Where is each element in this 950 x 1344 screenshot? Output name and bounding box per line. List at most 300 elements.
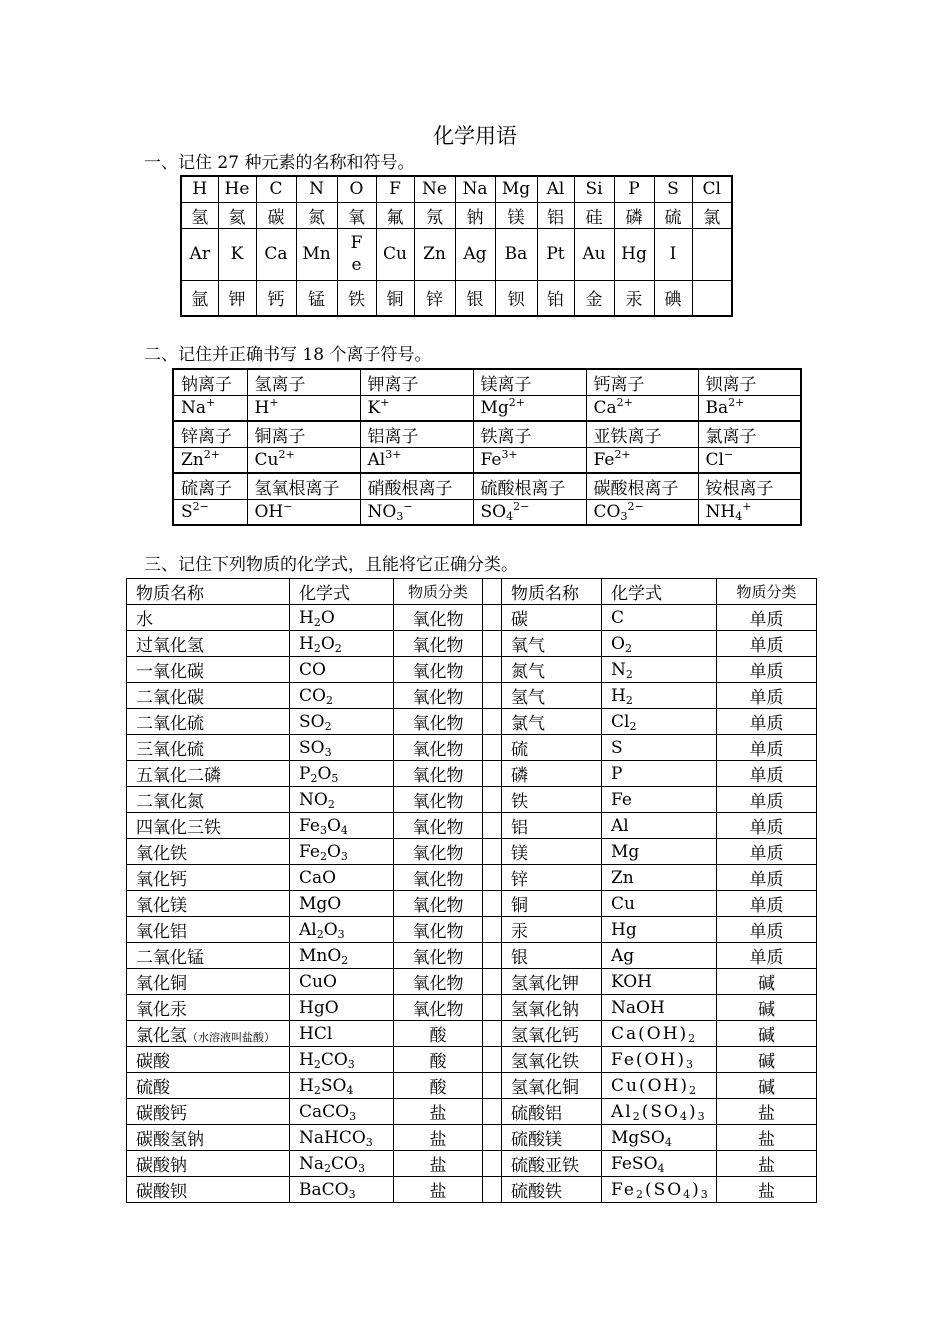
substance-name-cell: 碳酸钙	[127, 1099, 290, 1125]
gap-cell	[483, 787, 502, 813]
header-cell-gap	[483, 579, 502, 605]
substance-row	[127, 735, 817, 761]
element-symbol-cell: Ba	[495, 228, 537, 280]
ion-name-cell: 碳酸根离子	[586, 473, 698, 500]
gap-cell	[483, 1177, 502, 1203]
element-name-cell: 钙	[256, 280, 296, 316]
gap-cell	[483, 891, 502, 917]
header-cell-cls: 物质分类	[717, 579, 817, 605]
substance-name-cell: 硫酸镁	[502, 1125, 602, 1151]
element-symbol-cell: Pt	[537, 228, 574, 280]
substance-formula-cell: $Al_2O_3$	[290, 917, 394, 943]
ion-name-row	[173, 473, 801, 500]
element-symbol-cell: Cl	[692, 176, 732, 202]
substance-name-cell: 三氧化硫	[127, 735, 290, 761]
substance-class-cell: 碱	[717, 1047, 817, 1073]
substance-name-cell: 氧气	[502, 631, 602, 657]
substance-row	[127, 1021, 817, 1047]
substance-row	[127, 995, 817, 1021]
substance-name-cell: 氢氧化铜	[502, 1073, 602, 1099]
substance-name-cell: 二氧化碳	[127, 683, 290, 709]
header-cell-name: 物质名称	[502, 579, 602, 605]
substance-row	[127, 1047, 817, 1073]
element-name-cell: 银	[455, 280, 495, 316]
substance-class-cell: 氧化物	[394, 813, 483, 839]
element-symbol-cell: Ar	[181, 228, 218, 280]
substance-formula-cell: $N_2$	[602, 657, 717, 683]
substance-name-cell: 二氧化锰	[127, 943, 290, 969]
substance-class-cell: 氧化物	[394, 631, 483, 657]
substance-row	[127, 891, 817, 917]
substance-formula-cell: KOH	[602, 969, 717, 995]
substance-formula-cell: $CO_2$	[290, 683, 394, 709]
substance-class-cell: 碱	[717, 969, 817, 995]
ion-symbol-cell: Na+	[173, 396, 247, 422]
substance-formula-cell: $H_2$	[602, 683, 717, 709]
substance-class-cell: 氧化物	[394, 735, 483, 761]
gap-cell	[483, 605, 502, 631]
element-name-row	[181, 280, 732, 316]
substance-name-cell: 二氧化氮	[127, 787, 290, 813]
ion-name-cell: 亚铁离子	[586, 421, 698, 448]
ion-name-cell: 氢氧根离子	[247, 473, 360, 500]
substance-name-cell: 氧化铜	[127, 969, 290, 995]
substance-name-cell: 氮气	[502, 657, 602, 683]
element-name-cell: 氩	[181, 280, 218, 316]
substance-name-cell: 碳酸	[127, 1047, 290, 1073]
ion-symbol-cell: $Al^{3+}$	[360, 448, 473, 474]
substance-class-cell: 单质	[717, 735, 817, 761]
gap-cell	[483, 813, 502, 839]
substance-class-cell: 单质	[717, 761, 817, 787]
gap-cell	[483, 865, 502, 891]
substance-name-cell: 硫酸	[127, 1073, 290, 1099]
substance-formula-cell: Al	[602, 813, 717, 839]
element-symbol-cell: F e	[337, 228, 376, 280]
substance-formula-cell: $H_2SO_4$	[290, 1073, 394, 1099]
ion-symbol-cell: K+	[360, 396, 473, 422]
substance-formula-cell: $H_2CO_3$	[290, 1047, 394, 1073]
substance-name-cell: 硫酸亚铁	[502, 1151, 602, 1177]
ion-symbol-row	[173, 448, 801, 474]
substance-class-cell: 单质	[717, 787, 817, 813]
substance-row	[127, 1125, 817, 1151]
substance-class-cell: 盐	[394, 1125, 483, 1151]
substance-row	[127, 709, 817, 735]
substance-class-cell: 单质	[717, 605, 817, 631]
substance-formula-cell: $O_2$	[602, 631, 717, 657]
substance-name-cell: 过氧化氢	[127, 631, 290, 657]
section3-heading: 三、记住下列物质的化学式，且能将它正确分类。	[144, 555, 518, 575]
ion-name-row	[173, 421, 801, 448]
ion-name-cell: 硝酸根离子	[360, 473, 473, 500]
substance-name-cell: 碳	[502, 605, 602, 631]
substance-class-cell: 氧化物	[394, 605, 483, 631]
substance-name-cell: 硫	[502, 735, 602, 761]
substance-name-cell: 氧化铝	[127, 917, 290, 943]
substance-class-cell: 单质	[717, 631, 817, 657]
substance-name-cell: 铜	[502, 891, 602, 917]
substance-row	[127, 605, 817, 631]
ion-symbol-row	[173, 396, 801, 422]
element-name-cell: 碳	[256, 202, 296, 228]
substance-formula-cell: CO	[290, 657, 394, 683]
substance-row	[127, 1099, 817, 1125]
element-name-row	[181, 202, 732, 228]
ion-name-cell: 钙离子	[586, 369, 698, 396]
substance-formula-cell: $Ca(OH)_2$	[602, 1021, 717, 1047]
substance-name-cell: 氯气	[502, 709, 602, 735]
ion-name-cell: 铝离子	[360, 421, 473, 448]
ion-symbol-cell: H+	[247, 396, 360, 422]
gap-cell	[483, 917, 502, 943]
ion-name-cell: 钡离子	[698, 369, 801, 396]
substance-header-row	[127, 579, 817, 605]
gap-cell	[483, 1021, 502, 1047]
substance-class-cell: 氧化物	[394, 943, 483, 969]
substance-name-cell: 氢氧化钠	[502, 995, 602, 1021]
gap-cell	[483, 683, 502, 709]
substance-formula-cell: Mg	[602, 839, 717, 865]
substance-name-cell: 碳酸钠	[127, 1151, 290, 1177]
gap-cell	[483, 1099, 502, 1125]
element-symbol-cell: H	[181, 176, 218, 202]
substance-class-cell: 酸	[394, 1021, 483, 1047]
substance-formula-cell: C	[602, 605, 717, 631]
substance-class-cell: 碱	[717, 995, 817, 1021]
gap-cell	[483, 943, 502, 969]
element-symbol-cell: S	[654, 176, 692, 202]
substance-formula-cell: Zn	[602, 865, 717, 891]
element-name-cell: 金	[574, 280, 614, 316]
element-symbol-cell: Ag	[455, 228, 495, 280]
substance-class-cell: 单质	[717, 683, 817, 709]
substance-class-cell: 单质	[717, 657, 817, 683]
substance-name-cell: 水	[127, 605, 290, 631]
substance-formula-cell: $NO_2$	[290, 787, 394, 813]
substance-formula-cell: HgO	[290, 995, 394, 1021]
ion-symbol-cell: $Mg^{2+}$	[473, 396, 586, 422]
element-name-cell: 铁	[337, 280, 376, 316]
header-cell-cls: 物质分类	[394, 579, 483, 605]
substance-formula-cell: $Cu(OH)_2$	[602, 1073, 717, 1099]
substance-formula-cell: Cu	[602, 891, 717, 917]
substance-class-cell: 氧化物	[394, 761, 483, 787]
substance-formula-cell: $SO_2$	[290, 709, 394, 735]
substance-formula-cell: S	[602, 735, 717, 761]
substance-formula-cell: NaHCO$_3$	[290, 1125, 394, 1151]
substance-formula-cell: MgO	[290, 891, 394, 917]
substance-name-cell: 氢氧化铁	[502, 1047, 602, 1073]
ion-symbol-cell: $NO_3^-$	[360, 500, 473, 526]
substance-formula-cell: $H_2O_2$	[290, 631, 394, 657]
substance-name-cell: 氧化钙	[127, 865, 290, 891]
substance-name-cell: 二氧化硫	[127, 709, 290, 735]
gap-cell	[483, 1125, 502, 1151]
substance-class-cell: 单质	[717, 813, 817, 839]
element-symbol-cell: N	[296, 176, 337, 202]
ion-name-cell: 镁离子	[473, 369, 586, 396]
element-name-cell: 硫	[654, 202, 692, 228]
substance-formula-cell: NaOH	[602, 995, 717, 1021]
substance-name-cell: 硫酸铁	[502, 1177, 602, 1203]
substance-formula-cell: $Fe_3O_4$	[290, 813, 394, 839]
element-name-cell: 磷	[614, 202, 654, 228]
element-name-cell: 氢	[181, 202, 218, 228]
ion-symbol-cell: $NH_4^+$	[698, 500, 801, 526]
ion-symbol-cell: $Ca^{2+}$	[586, 396, 698, 422]
substance-formula-cell: BaCO$_3$	[290, 1177, 394, 1203]
ion-name-cell: 钠离子	[173, 369, 247, 396]
substance-name-cell: 氧化镁	[127, 891, 290, 917]
substance-row	[127, 865, 817, 891]
element-symbol-cell: O	[337, 176, 376, 202]
ion-symbol-cell: $Zn^{2+}$	[173, 448, 247, 474]
element-symbol-cell	[692, 228, 732, 280]
substance-formula-cell: $Fe_2O_3$	[290, 839, 394, 865]
substance-class-cell: 单质	[717, 839, 817, 865]
substance-class-cell: 盐	[394, 1099, 483, 1125]
substance-name-cell: 碳酸钡	[127, 1177, 290, 1203]
ion-symbol-cell: $SO_4^{2-}$	[473, 500, 586, 526]
substance-name-cell: 四氧化三铁	[127, 813, 290, 839]
gap-cell	[483, 657, 502, 683]
substance-class-cell: 氧化物	[394, 709, 483, 735]
substance-row	[127, 631, 817, 657]
substance-row	[127, 1177, 817, 1203]
element-name-cell: 氖	[414, 202, 455, 228]
substance-table	[126, 578, 817, 1203]
substance-formula-cell: $P_2O_5$	[290, 761, 394, 787]
section2-heading: 二、记住并正确书写 18 个离子符号。	[144, 345, 432, 365]
substance-name-cell: 镁	[502, 839, 602, 865]
substance-row	[127, 943, 817, 969]
substance-name-cell: 汞	[502, 917, 602, 943]
element-symbol-cell: Hg	[614, 228, 654, 280]
substance-name-cell: 铁	[502, 787, 602, 813]
substance-row	[127, 917, 817, 943]
substance-formula-cell: MgSO$_4$	[602, 1125, 717, 1151]
substance-class-cell: 氧化物	[394, 891, 483, 917]
substance-name-cell: 银	[502, 943, 602, 969]
element-symbol-cell: Si	[574, 176, 614, 202]
ion-name-cell: 氢离子	[247, 369, 360, 396]
substance-class-cell: 酸	[394, 1073, 483, 1099]
element-name-cell: 铝	[537, 202, 574, 228]
ion-symbol-cell: $S^{2-}$	[173, 500, 247, 526]
gap-cell	[483, 735, 502, 761]
substance-name-cell: 氢气	[502, 683, 602, 709]
substance-class-cell: 单质	[717, 709, 817, 735]
element-symbol-cell: Na	[455, 176, 495, 202]
substance-name-cell: 五氧化二磷	[127, 761, 290, 787]
substance-name-cell: 硫酸铝	[502, 1099, 602, 1125]
element-symbol-cell: Mg	[495, 176, 537, 202]
substance-formula-cell: MnO$_2$	[290, 943, 394, 969]
element-name-cell: 氟	[376, 202, 414, 228]
substance-class-cell: 氧化物	[394, 917, 483, 943]
substance-row	[127, 787, 817, 813]
ion-name-cell: 铵根离子	[698, 473, 801, 500]
substance-class-cell: 盐	[394, 1151, 483, 1177]
element-name-cell: 氯	[692, 202, 732, 228]
ion-name-cell: 铜离子	[247, 421, 360, 448]
substance-class-cell: 盐	[717, 1099, 817, 1125]
substance-class-cell: 氧化物	[394, 865, 483, 891]
element-symbol-cell: He	[218, 176, 256, 202]
gap-cell	[483, 995, 502, 1021]
substance-row	[127, 1073, 817, 1099]
substance-class-cell: 氧化物	[394, 657, 483, 683]
ion-symbol-row	[173, 500, 801, 526]
substance-row	[127, 683, 817, 709]
element-symbol-cell: I	[654, 228, 692, 280]
element-symbol-cell: Au	[574, 228, 614, 280]
element-name-cell: 钾	[218, 280, 256, 316]
substance-row	[127, 761, 817, 787]
element-symbol-row	[181, 176, 732, 202]
substance-name-cell: 磷	[502, 761, 602, 787]
substance-class-cell: 氧化物	[394, 839, 483, 865]
substance-formula-cell: $Fe(OH)_3$	[602, 1047, 717, 1073]
substance-formula-cell: CuO	[290, 969, 394, 995]
substance-row	[127, 1151, 817, 1177]
gap-cell	[483, 709, 502, 735]
substance-formula-cell: CaO	[290, 865, 394, 891]
element-symbol-cell: Ne	[414, 176, 455, 202]
ion-symbol-cell: Cl−	[698, 448, 801, 474]
element-name-cell	[692, 280, 732, 316]
element-name-cell: 铂	[537, 280, 574, 316]
gap-cell	[483, 631, 502, 657]
substance-formula-cell: FeSO$_4$	[602, 1151, 717, 1177]
section1-heading: 一、记住 27 种元素的名称和符号。	[144, 153, 415, 173]
substance-formula-cell: Ag	[602, 943, 717, 969]
gap-cell	[483, 839, 502, 865]
element-name-cell: 钡	[495, 280, 537, 316]
element-name-cell: 氮	[296, 202, 337, 228]
substance-class-cell: 盐	[717, 1125, 817, 1151]
substance-class-cell: 碱	[717, 1021, 817, 1047]
substance-class-cell: 酸	[394, 1047, 483, 1073]
element-name-cell: 锰	[296, 280, 337, 316]
gap-cell	[483, 761, 502, 787]
substance-class-cell: 氧化物	[394, 787, 483, 813]
substance-class-cell: 氧化物	[394, 969, 483, 995]
element-symbol-cell: C	[256, 176, 296, 202]
substance-formula-cell: $Al_2(SO_4)_3$	[602, 1099, 717, 1125]
ion-symbol-cell: $Fe^{3+}$	[473, 448, 586, 474]
element-name-cell: 铜	[376, 280, 414, 316]
substance-class-cell: 碱	[717, 1073, 817, 1099]
element-name-cell: 氧	[337, 202, 376, 228]
substance-formula-cell: $Fe_2(SO_4)_3$	[602, 1177, 717, 1203]
substance-class-cell: 单质	[717, 917, 817, 943]
element-name-cell: 碘	[654, 280, 692, 316]
ion-symbol-cell: $Cu^{2+}$	[247, 448, 360, 474]
substance-formula-cell: $SO_3$	[290, 735, 394, 761]
substance-name-cell: 锌	[502, 865, 602, 891]
ion-name-cell: 钾离子	[360, 369, 473, 396]
substance-formula-cell: $Na_2CO_3$	[290, 1151, 394, 1177]
substance-name-cell: 铝	[502, 813, 602, 839]
gap-cell	[483, 1151, 502, 1177]
element-name-cell: 锌	[414, 280, 455, 316]
header-cell-name: 物质名称	[127, 579, 290, 605]
substance-name-cell: 氢氧化钙	[502, 1021, 602, 1047]
element-symbol-cell: K	[218, 228, 256, 280]
substance-formula-cell: $H_2O$	[290, 605, 394, 631]
ion-name-cell: 硫离子	[173, 473, 247, 500]
element-name-cell: 氦	[218, 202, 256, 228]
substance-formula-cell: HCl	[290, 1021, 394, 1047]
ion-name-row	[173, 369, 801, 396]
element-name-cell: 镁	[495, 202, 537, 228]
substance-name-cell: 氯化氢（水溶液叫盐酸）	[127, 1021, 290, 1047]
substance-row	[127, 813, 817, 839]
element-symbol-row	[181, 228, 732, 280]
header-cell-formula: 化学式	[602, 579, 717, 605]
element-name-cell: 汞	[614, 280, 654, 316]
substance-class-cell: 盐	[717, 1177, 817, 1203]
substance-formula-cell: $Cl_2$	[602, 709, 717, 735]
substance-formula-cell: Hg	[602, 917, 717, 943]
substance-name-cell: 氧化铁	[127, 839, 290, 865]
header-cell-formula: 化学式	[290, 579, 394, 605]
element-symbol-cell: Mn	[296, 228, 337, 280]
element-symbol-cell: F	[376, 176, 414, 202]
ion-name-cell: 硫酸根离子	[473, 473, 586, 500]
ion-symbol-cell: OH−	[247, 500, 360, 526]
substance-class-cell: 盐	[717, 1151, 817, 1177]
substance-note: （水溶液叫盐酸）	[187, 1031, 275, 1044]
substance-name-cell: 氧化汞	[127, 995, 290, 1021]
gap-cell	[483, 969, 502, 995]
substance-class-cell: 单质	[717, 865, 817, 891]
substance-class-cell: 单质	[717, 943, 817, 969]
ion-symbol-cell: $Ba^{2+}$	[698, 396, 801, 422]
substance-formula-cell: P	[602, 761, 717, 787]
substance-row	[127, 969, 817, 995]
gap-cell	[483, 1073, 502, 1099]
substance-name-cell: 一氧化碳	[127, 657, 290, 683]
page-title: 化学用语	[433, 124, 517, 148]
substance-class-cell: 盐	[394, 1177, 483, 1203]
gap-cell	[483, 1047, 502, 1073]
ion-symbol-cell: $Fe^{2+}$	[586, 448, 698, 474]
substance-class-cell: 氧化物	[394, 683, 483, 709]
substance-class-cell: 氧化物	[394, 995, 483, 1021]
ion-name-cell: 铁离子	[473, 421, 586, 448]
element-symbol-cell: P	[614, 176, 654, 202]
substance-formula-cell: Fe	[602, 787, 717, 813]
substance-name-cell: 氢氧化钾	[502, 969, 602, 995]
ion-symbol-cell: $CO_3^{2-}$	[586, 500, 698, 526]
ion-name-cell: 锌离子	[173, 421, 247, 448]
ion-table	[172, 368, 802, 526]
ion-name-cell: 氯离子	[698, 421, 801, 448]
substance-name-cell: 碳酸氢钠	[127, 1125, 290, 1151]
element-symbol-cell: Cu	[376, 228, 414, 280]
element-table	[180, 175, 733, 317]
substance-row	[127, 657, 817, 683]
element-symbol-cell: Ca	[256, 228, 296, 280]
substance-class-cell: 单质	[717, 891, 817, 917]
substance-row	[127, 839, 817, 865]
element-symbol-cell: Al	[537, 176, 574, 202]
element-symbol-cell: Zn	[414, 228, 455, 280]
element-name-cell: 硅	[574, 202, 614, 228]
